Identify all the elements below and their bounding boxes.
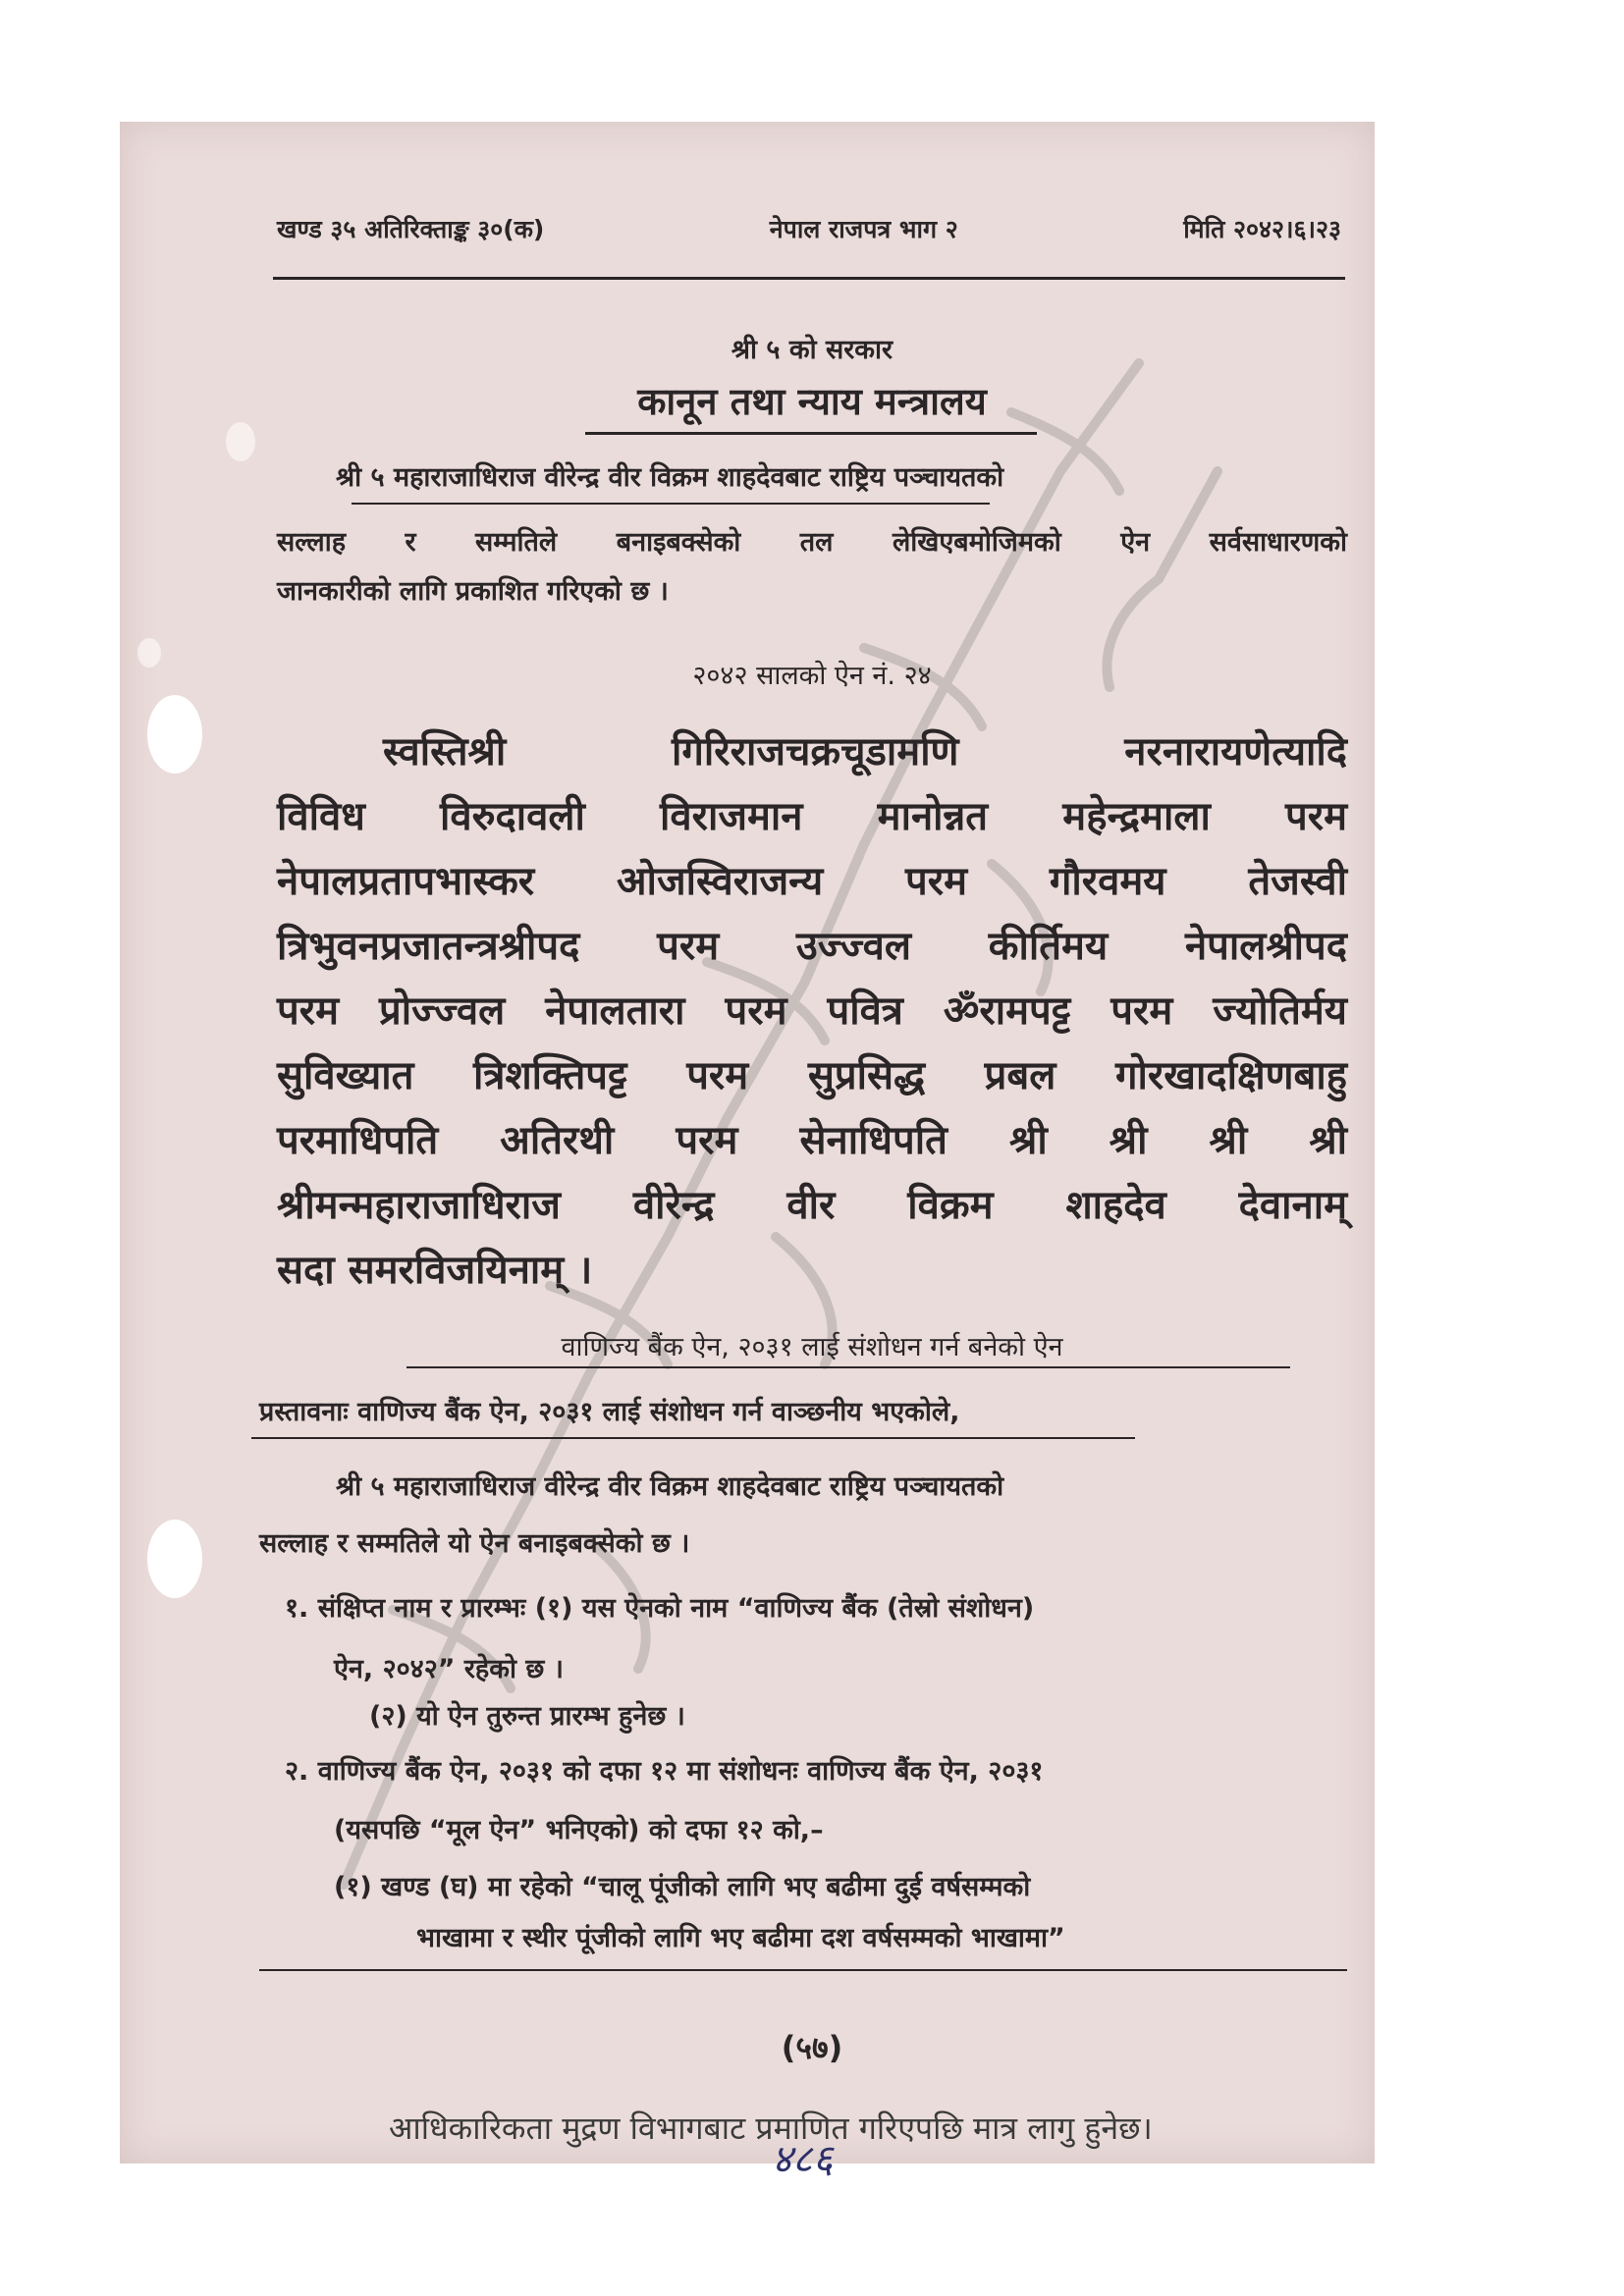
volume-label: खण्ड ३५ अतिरिक्ताङ्क ३०(क) <box>277 215 545 243</box>
footer-divider <box>259 1969 1347 1971</box>
act-title: वाणिज्य बैंक ऐन, २०३१ लाई संशोधन गर्न बनेको ऐन <box>561 1332 1063 1362</box>
royal-title-line: परम प्रोज्ज्वल नेपालतारा परम पवित्र ॐरामपट्ट परम ज्योतिर्मय <box>277 988 1347 1034</box>
gazette-header <box>277 212 1341 245</box>
royal-title-line: विविध विरुदावली विराजमान मानोन्नत महेन्द्रमाला परम <box>277 794 1347 839</box>
proclamation-line-1: श्री ५ महाराजाधिराज वीरेन्द्र वीर विक्रम शाहदेवबाट राष्ट्रिय पञ्चायतको <box>336 462 1004 493</box>
section-1-line-2: ऐन, २०४२” रहेको छ । <box>334 1654 564 1684</box>
act-number: २०४२ सालको ऐन नं. २४ <box>692 661 932 691</box>
ministry-heading: कानून तथा न्याय मन्त्रालय <box>637 380 987 423</box>
section-2-subsection-1-line-2: भाखामा र स्थीर पूंजीको लागि भए बढीमा दश वर्षसम्मको भाखामा” <box>416 1923 1065 1953</box>
act-title-underline <box>406 1366 1290 1368</box>
royal-title-line: परमाधिपति अतिरथी परम सेनाधिपति श्री श्री श्री श्री <box>277 1118 1347 1163</box>
royal-title-line: सदा समरविजयिनाम् । <box>277 1248 593 1293</box>
handwritten-stamp-number: ४८६ <box>772 2137 834 2182</box>
header-divider <box>273 277 1345 280</box>
section-2-line-2: (यसपछि “मूल ऐन” भनिएको) को दफा १२ को,– <box>334 1815 824 1845</box>
enactment-line-1: श्री ५ महाराजाधिराज वीरेन्द्र वीर विक्रम शाहदेवबाट राष्ट्रिय पञ्चायतको <box>336 1471 1004 1502</box>
paper-stain <box>226 422 255 461</box>
royal-title-line: श्रीमन्महाराजाधिराज वीरेन्द्र वीर विक्रम शाहदेव देवानाम् <box>277 1183 1347 1228</box>
section-2-subsection-1-line-1: (१) खण्ड (घ) मा रहेको “चालू पूंजीको लागि भए बढीमा दुई वर्षसम्मको <box>334 1872 1031 1902</box>
section-2-line-1: २. वाणिज्य बैंक ऐन, २०३१ को दफा १२ मा संशोधनः वाणिज्य बैंक ऐन, २०३१ <box>285 1756 1044 1787</box>
government-heading: श्री ५ को सरकार <box>731 335 893 365</box>
proclamation-line-3: जानकारीको लागि प्रकाशित गरिएको छ । <box>277 576 669 607</box>
section-1-line-1: १. संक्षिप्त नाम र प्रारम्भः (१) यस ऐनको नाम “वाणिज्य बैंक (तेस्रो संशोधन) <box>285 1593 1035 1624</box>
preamble-underline <box>251 1437 1135 1439</box>
date-label: मिति २०४२।६।२३ <box>1183 215 1341 243</box>
royal-title-line: नेपालप्रतापभास्कर ओजस्विराजन्य परम गौरवमय तेजस्वी <box>277 859 1347 904</box>
proclamation-line-2: सल्लाह र सम्मतिले बनाइबक्सेको तल लेखिएबमोजिमको ऐन सर्वसाधारणको <box>277 527 1347 558</box>
section-1-subsection-2: (२) यो ऐन तुरुन्त प्रारम्भ हुनेछ । <box>369 1701 685 1732</box>
gazette-label: नेपाल राजपत्र भाग २ <box>769 215 958 243</box>
ministry-underline <box>585 432 1037 435</box>
punch-hole-top <box>147 695 202 774</box>
preamble: प्रस्तावनाः वाणिज्य बैंक ऐन, २०३१ लाई संशोधन गर्न वाञ्छनीय भएकोले, <box>259 1397 960 1427</box>
royal-title-line: सुविख्यात त्रिशक्तिपट्ट परम सुप्रसिद्ध प्रबल गोरखादक्षिणबाहु <box>277 1053 1347 1098</box>
proclamation-underline <box>352 503 990 505</box>
royal-title-line: त्रिभुवनप्रजातन्त्रश्रीपद परम उज्ज्वल कीर्तिमय नेपालश्रीपद <box>277 924 1347 969</box>
authenticity-note: आधिकारिकता मुद्रण विभागबाट प्रमाणित गरिएपछि मात्र लागु हुनेछ। <box>389 2109 1153 2147</box>
enactment-line-2: सल्लाह र सम्मतिले यो ऐन बनाइबक्सेको छ । <box>259 1528 690 1559</box>
page-number: (५७) <box>781 2029 843 2066</box>
punch-hole-bottom <box>147 1520 202 1598</box>
royal-title-line: स्वस्तिश्री गिरिराजचक्रचूडामणि नरनारायणेत्यादि <box>383 729 1347 774</box>
